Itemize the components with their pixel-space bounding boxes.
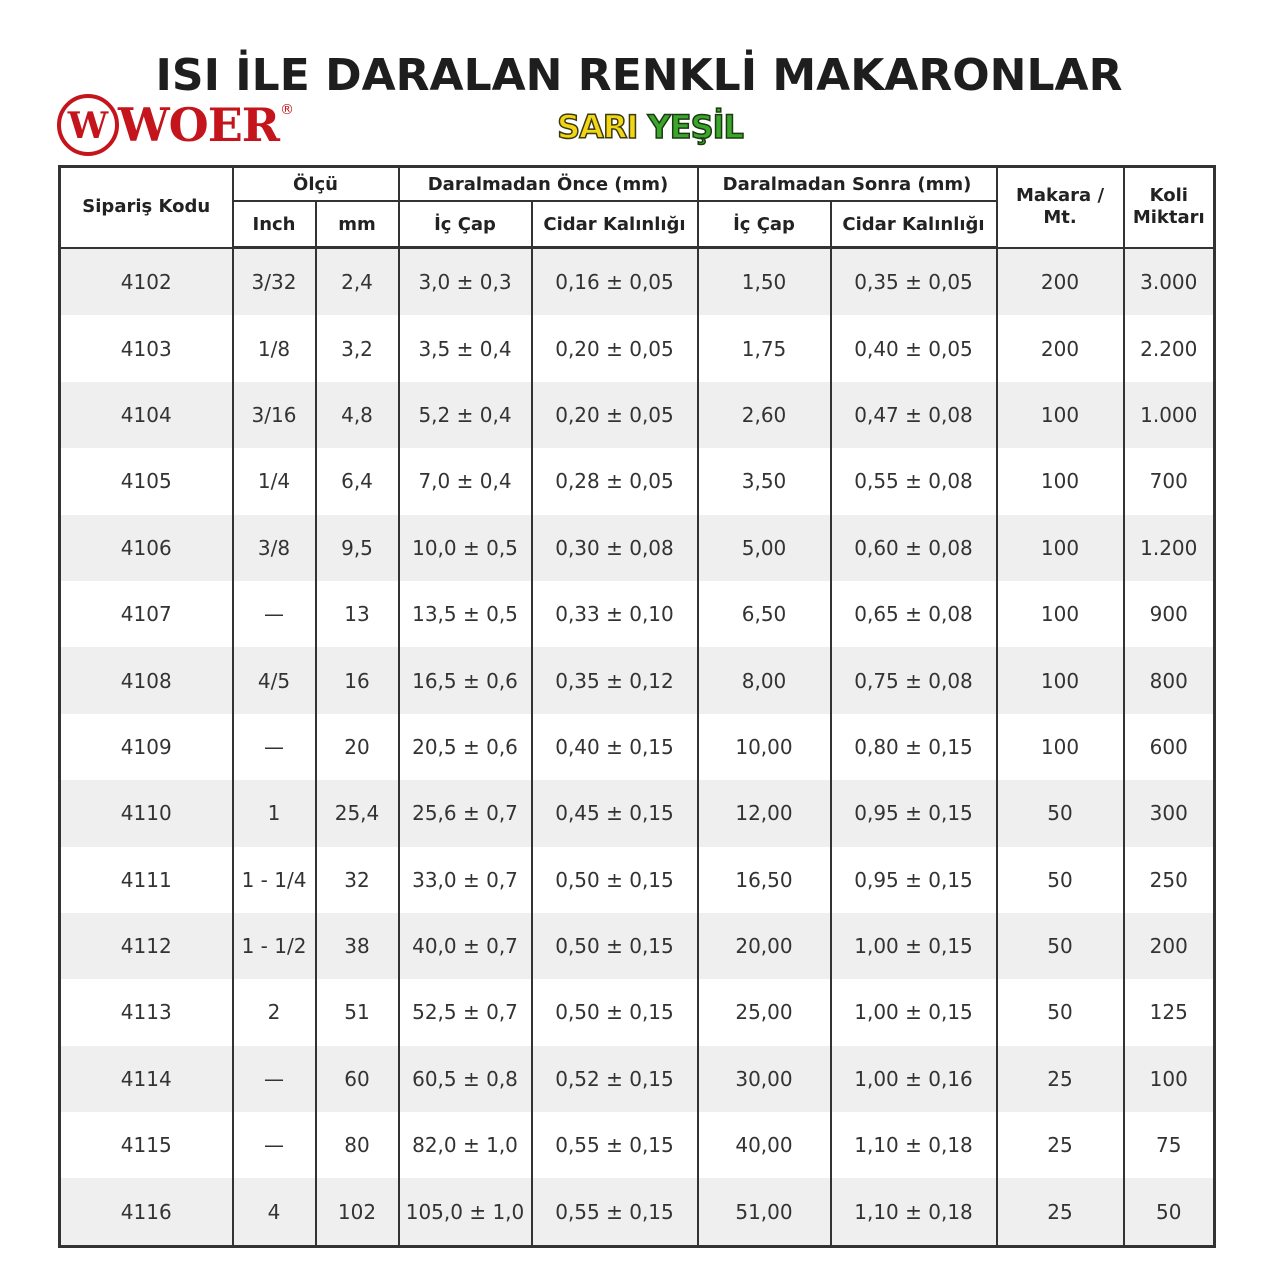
- cell-koli: 200: [1124, 913, 1215, 979]
- cell-before-ic-cap: 82,0 ± 1,0: [399, 1112, 532, 1178]
- cell-makara: 100: [997, 581, 1124, 647]
- cell-koli: 125: [1124, 979, 1215, 1045]
- cell-koli: 50: [1124, 1178, 1215, 1246]
- cell-after-cidar: 0,65 ± 0,08: [831, 581, 997, 647]
- header-before-cidar: Cidar Kalınlığı: [532, 201, 698, 248]
- cell-after-ic-cap: 1,50: [698, 248, 831, 316]
- cell-after-ic-cap: 40,00: [698, 1112, 831, 1178]
- cell-mm: 80: [316, 1112, 399, 1178]
- cell-after-ic-cap: 3,50: [698, 448, 831, 514]
- cell-koli: 75: [1124, 1112, 1215, 1178]
- cell-code: 4113: [60, 979, 233, 1045]
- cell-mm: 20: [316, 714, 399, 780]
- table-row: [60, 248, 1215, 316]
- table-row: [60, 979, 1215, 1045]
- cell-after-cidar: 0,55 ± 0,08: [831, 448, 997, 514]
- header-koli: Koli Miktarı: [1124, 167, 1215, 248]
- table-row: [60, 1178, 1215, 1246]
- cell-code: 4102: [60, 248, 233, 316]
- cell-before-ic-cap: 13,5 ± 0,5: [399, 581, 532, 647]
- cell-code: 4103: [60, 315, 233, 381]
- cell-after-cidar: 1,10 ± 0,18: [831, 1112, 997, 1178]
- cell-inch: —: [233, 714, 316, 780]
- cell-koli: 2.200: [1124, 315, 1215, 381]
- cell-after-cidar: 0,95 ± 0,15: [831, 847, 997, 913]
- cell-koli: 900: [1124, 581, 1215, 647]
- cell-before-cidar: 0,28 ± 0,05: [532, 448, 698, 514]
- header-makara: Makara / Mt.: [997, 167, 1124, 248]
- cell-before-cidar: 0,20 ± 0,05: [532, 315, 698, 381]
- svg-text:W: W: [67, 105, 109, 147]
- cell-before-cidar: 0,50 ± 0,15: [532, 847, 698, 913]
- cell-mm: 3,2: [316, 315, 399, 381]
- cell-inch: —: [233, 1046, 316, 1112]
- cell-code: 4108: [60, 647, 233, 713]
- cell-after-ic-cap: 16,50: [698, 847, 831, 913]
- cell-inch: 1 - 1/2: [233, 913, 316, 979]
- cell-makara: 25: [997, 1178, 1124, 1246]
- cell-before-ic-cap: 3,0 ± 0,3: [399, 248, 532, 316]
- table-row: [60, 647, 1215, 713]
- brand-name: WOER: [118, 98, 280, 152]
- color-subtitle: [0, 108, 1278, 146]
- cell-code: 4104: [60, 382, 233, 448]
- cell-mm: 16: [316, 647, 399, 713]
- header-code: Sipariş Kodu: [60, 167, 233, 248]
- header-after-ic-cap: İç Çap: [698, 201, 831, 248]
- cell-inch: 1 - 1/4: [233, 847, 316, 913]
- cell-inch: 1/4: [233, 448, 316, 514]
- cell-makara: 50: [997, 847, 1124, 913]
- header-inch: Inch: [233, 201, 316, 248]
- cell-after-ic-cap: 51,00: [698, 1178, 831, 1246]
- table-row: [60, 581, 1215, 647]
- cell-makara: 100: [997, 382, 1124, 448]
- cell-inch: —: [233, 1112, 316, 1178]
- cell-after-ic-cap: 25,00: [698, 979, 831, 1045]
- cell-inch: 2: [233, 979, 316, 1045]
- cell-before-cidar: 0,52 ± 0,15: [532, 1046, 698, 1112]
- cell-inch: 3/8: [233, 515, 316, 581]
- cell-code: 4109: [60, 714, 233, 780]
- cell-makara: 25: [997, 1112, 1124, 1178]
- product-table: [58, 165, 1216, 1248]
- cell-after-cidar: 0,35 ± 0,05: [831, 248, 997, 316]
- cell-code: 4107: [60, 581, 233, 647]
- header-before: Daralmadan Önce (mm): [399, 167, 698, 202]
- table-row: [60, 382, 1215, 448]
- cell-mm: 6,4: [316, 448, 399, 514]
- cell-koli: 800: [1124, 647, 1215, 713]
- page-title: ISI İLE DARALAN RENKLİ MAKARONLAR: [155, 50, 1123, 101]
- cell-mm: 51: [316, 979, 399, 1045]
- cell-makara: 100: [997, 515, 1124, 581]
- cell-before-ic-cap: 7,0 ± 0,4: [399, 448, 532, 514]
- cell-before-ic-cap: 20,5 ± 0,6: [399, 714, 532, 780]
- cell-koli: 250: [1124, 847, 1215, 913]
- cell-mm: 4,8: [316, 382, 399, 448]
- cell-makara: 50: [997, 913, 1124, 979]
- cell-koli: 3.000: [1124, 248, 1215, 316]
- table-row: [60, 780, 1215, 846]
- cell-mm: 102: [316, 1178, 399, 1246]
- cell-after-cidar: 1,10 ± 0,18: [831, 1178, 997, 1246]
- cell-code: 4114: [60, 1046, 233, 1112]
- table-row: [60, 315, 1215, 381]
- cell-inch: 4/5: [233, 647, 316, 713]
- cell-before-cidar: 0,55 ± 0,15: [532, 1112, 698, 1178]
- cell-inch: 3/16: [233, 382, 316, 448]
- cell-before-ic-cap: 25,6 ± 0,7: [399, 780, 532, 846]
- header-before-ic-cap: İç Çap: [399, 201, 532, 248]
- cell-mm: 2,4: [316, 248, 399, 316]
- cell-code: 4112: [60, 913, 233, 979]
- cell-after-ic-cap: 12,00: [698, 780, 831, 846]
- cell-before-cidar: 0,50 ± 0,15: [532, 913, 698, 979]
- cell-inch: 1: [233, 780, 316, 846]
- cell-before-ic-cap: 33,0 ± 0,7: [399, 847, 532, 913]
- cell-after-ic-cap: 8,00: [698, 647, 831, 713]
- cell-mm: 38: [316, 913, 399, 979]
- cell-code: 4116: [60, 1178, 233, 1246]
- cell-after-cidar: 0,95 ± 0,15: [831, 780, 997, 846]
- cell-inch: 1/8: [233, 315, 316, 381]
- header-olcu: Ölçü: [233, 167, 399, 202]
- cell-before-cidar: 0,55 ± 0,15: [532, 1178, 698, 1246]
- cell-after-ic-cap: 6,50: [698, 581, 831, 647]
- cell-after-cidar: 1,00 ± 0,15: [831, 979, 997, 1045]
- cell-before-ic-cap: 60,5 ± 0,8: [399, 1046, 532, 1112]
- cell-makara: 25: [997, 1046, 1124, 1112]
- subtitle-green: YEŞİL: [647, 108, 743, 146]
- cell-after-ic-cap: 30,00: [698, 1046, 831, 1112]
- cell-after-ic-cap: 20,00: [698, 913, 831, 979]
- subtitle-yellow: SARI: [557, 108, 638, 146]
- cell-code: 4115: [60, 1112, 233, 1178]
- cell-makara: 50: [997, 979, 1124, 1045]
- cell-makara: 200: [997, 315, 1124, 381]
- cell-after-cidar: 0,80 ± 0,15: [831, 714, 997, 780]
- cell-before-ic-cap: 16,5 ± 0,6: [399, 647, 532, 713]
- table-row: [60, 1112, 1215, 1178]
- cell-makara: 50: [997, 780, 1124, 846]
- cell-after-cidar: 0,47 ± 0,08: [831, 382, 997, 448]
- header-after-cidar: Cidar Kalınlığı: [831, 201, 997, 248]
- cell-code: 4106: [60, 515, 233, 581]
- cell-koli: 1.000: [1124, 382, 1215, 448]
- cell-after-ic-cap: 1,75: [698, 315, 831, 381]
- cell-after-ic-cap: 5,00: [698, 515, 831, 581]
- cell-koli: 700: [1124, 448, 1215, 514]
- cell-makara: 200: [997, 248, 1124, 316]
- cell-before-cidar: 0,45 ± 0,15: [532, 780, 698, 846]
- cell-code: 4110: [60, 780, 233, 846]
- cell-after-cidar: 0,40 ± 0,05: [831, 315, 997, 381]
- cell-before-ic-cap: 52,5 ± 0,7: [399, 979, 532, 1045]
- registered-mark: ®: [280, 102, 295, 118]
- table-row: [60, 448, 1215, 514]
- cell-before-cidar: 0,30 ± 0,08: [532, 515, 698, 581]
- cell-mm: 25,4: [316, 780, 399, 846]
- cell-after-ic-cap: 2,60: [698, 382, 831, 448]
- cell-before-cidar: 0,50 ± 0,15: [532, 979, 698, 1045]
- cell-code: 4105: [60, 448, 233, 514]
- table-row: [60, 714, 1215, 780]
- cell-makara: 100: [997, 714, 1124, 780]
- table-body: [60, 248, 1215, 1247]
- cell-after-cidar: 1,00 ± 0,16: [831, 1046, 997, 1112]
- cell-mm: 9,5: [316, 515, 399, 581]
- cell-mm: 60: [316, 1046, 399, 1112]
- cell-makara: 100: [997, 448, 1124, 514]
- cell-koli: 600: [1124, 714, 1215, 780]
- header-after: Daralmadan Sonra (mm): [698, 167, 997, 202]
- cell-inch: 3/32: [233, 248, 316, 316]
- cell-inch: 4: [233, 1178, 316, 1246]
- table-row: [60, 847, 1215, 913]
- table-row: [60, 515, 1215, 581]
- cell-after-ic-cap: 10,00: [698, 714, 831, 780]
- cell-before-cidar: 0,40 ± 0,15: [532, 714, 698, 780]
- cell-after-cidar: 0,75 ± 0,08: [831, 647, 997, 713]
- cell-code: 4111: [60, 847, 233, 913]
- table-row: [60, 913, 1215, 979]
- cell-mm: 13: [316, 581, 399, 647]
- cell-after-cidar: 0,60 ± 0,08: [831, 515, 997, 581]
- cell-before-ic-cap: 40,0 ± 0,7: [399, 913, 532, 979]
- cell-before-cidar: 0,20 ± 0,05: [532, 382, 698, 448]
- cell-mm: 32: [316, 847, 399, 913]
- table-row: [60, 1046, 1215, 1112]
- cell-before-ic-cap: 10,0 ± 0,5: [399, 515, 532, 581]
- cell-after-cidar: 1,00 ± 0,15: [831, 913, 997, 979]
- cell-before-cidar: 0,16 ± 0,05: [532, 248, 698, 316]
- cell-before-cidar: 0,33 ± 0,10: [532, 581, 698, 647]
- cell-before-ic-cap: 5,2 ± 0,4: [399, 382, 532, 448]
- cell-koli: 100: [1124, 1046, 1215, 1112]
- cell-before-ic-cap: 3,5 ± 0,4: [399, 315, 532, 381]
- header-mm: mm: [316, 201, 399, 248]
- cell-before-cidar: 0,35 ± 0,12: [532, 647, 698, 713]
- cell-inch: —: [233, 581, 316, 647]
- cell-koli: 300: [1124, 780, 1215, 846]
- cell-before-ic-cap: 105,0 ± 1,0: [399, 1178, 532, 1246]
- cell-makara: 100: [997, 647, 1124, 713]
- cell-koli: 1.200: [1124, 515, 1215, 581]
